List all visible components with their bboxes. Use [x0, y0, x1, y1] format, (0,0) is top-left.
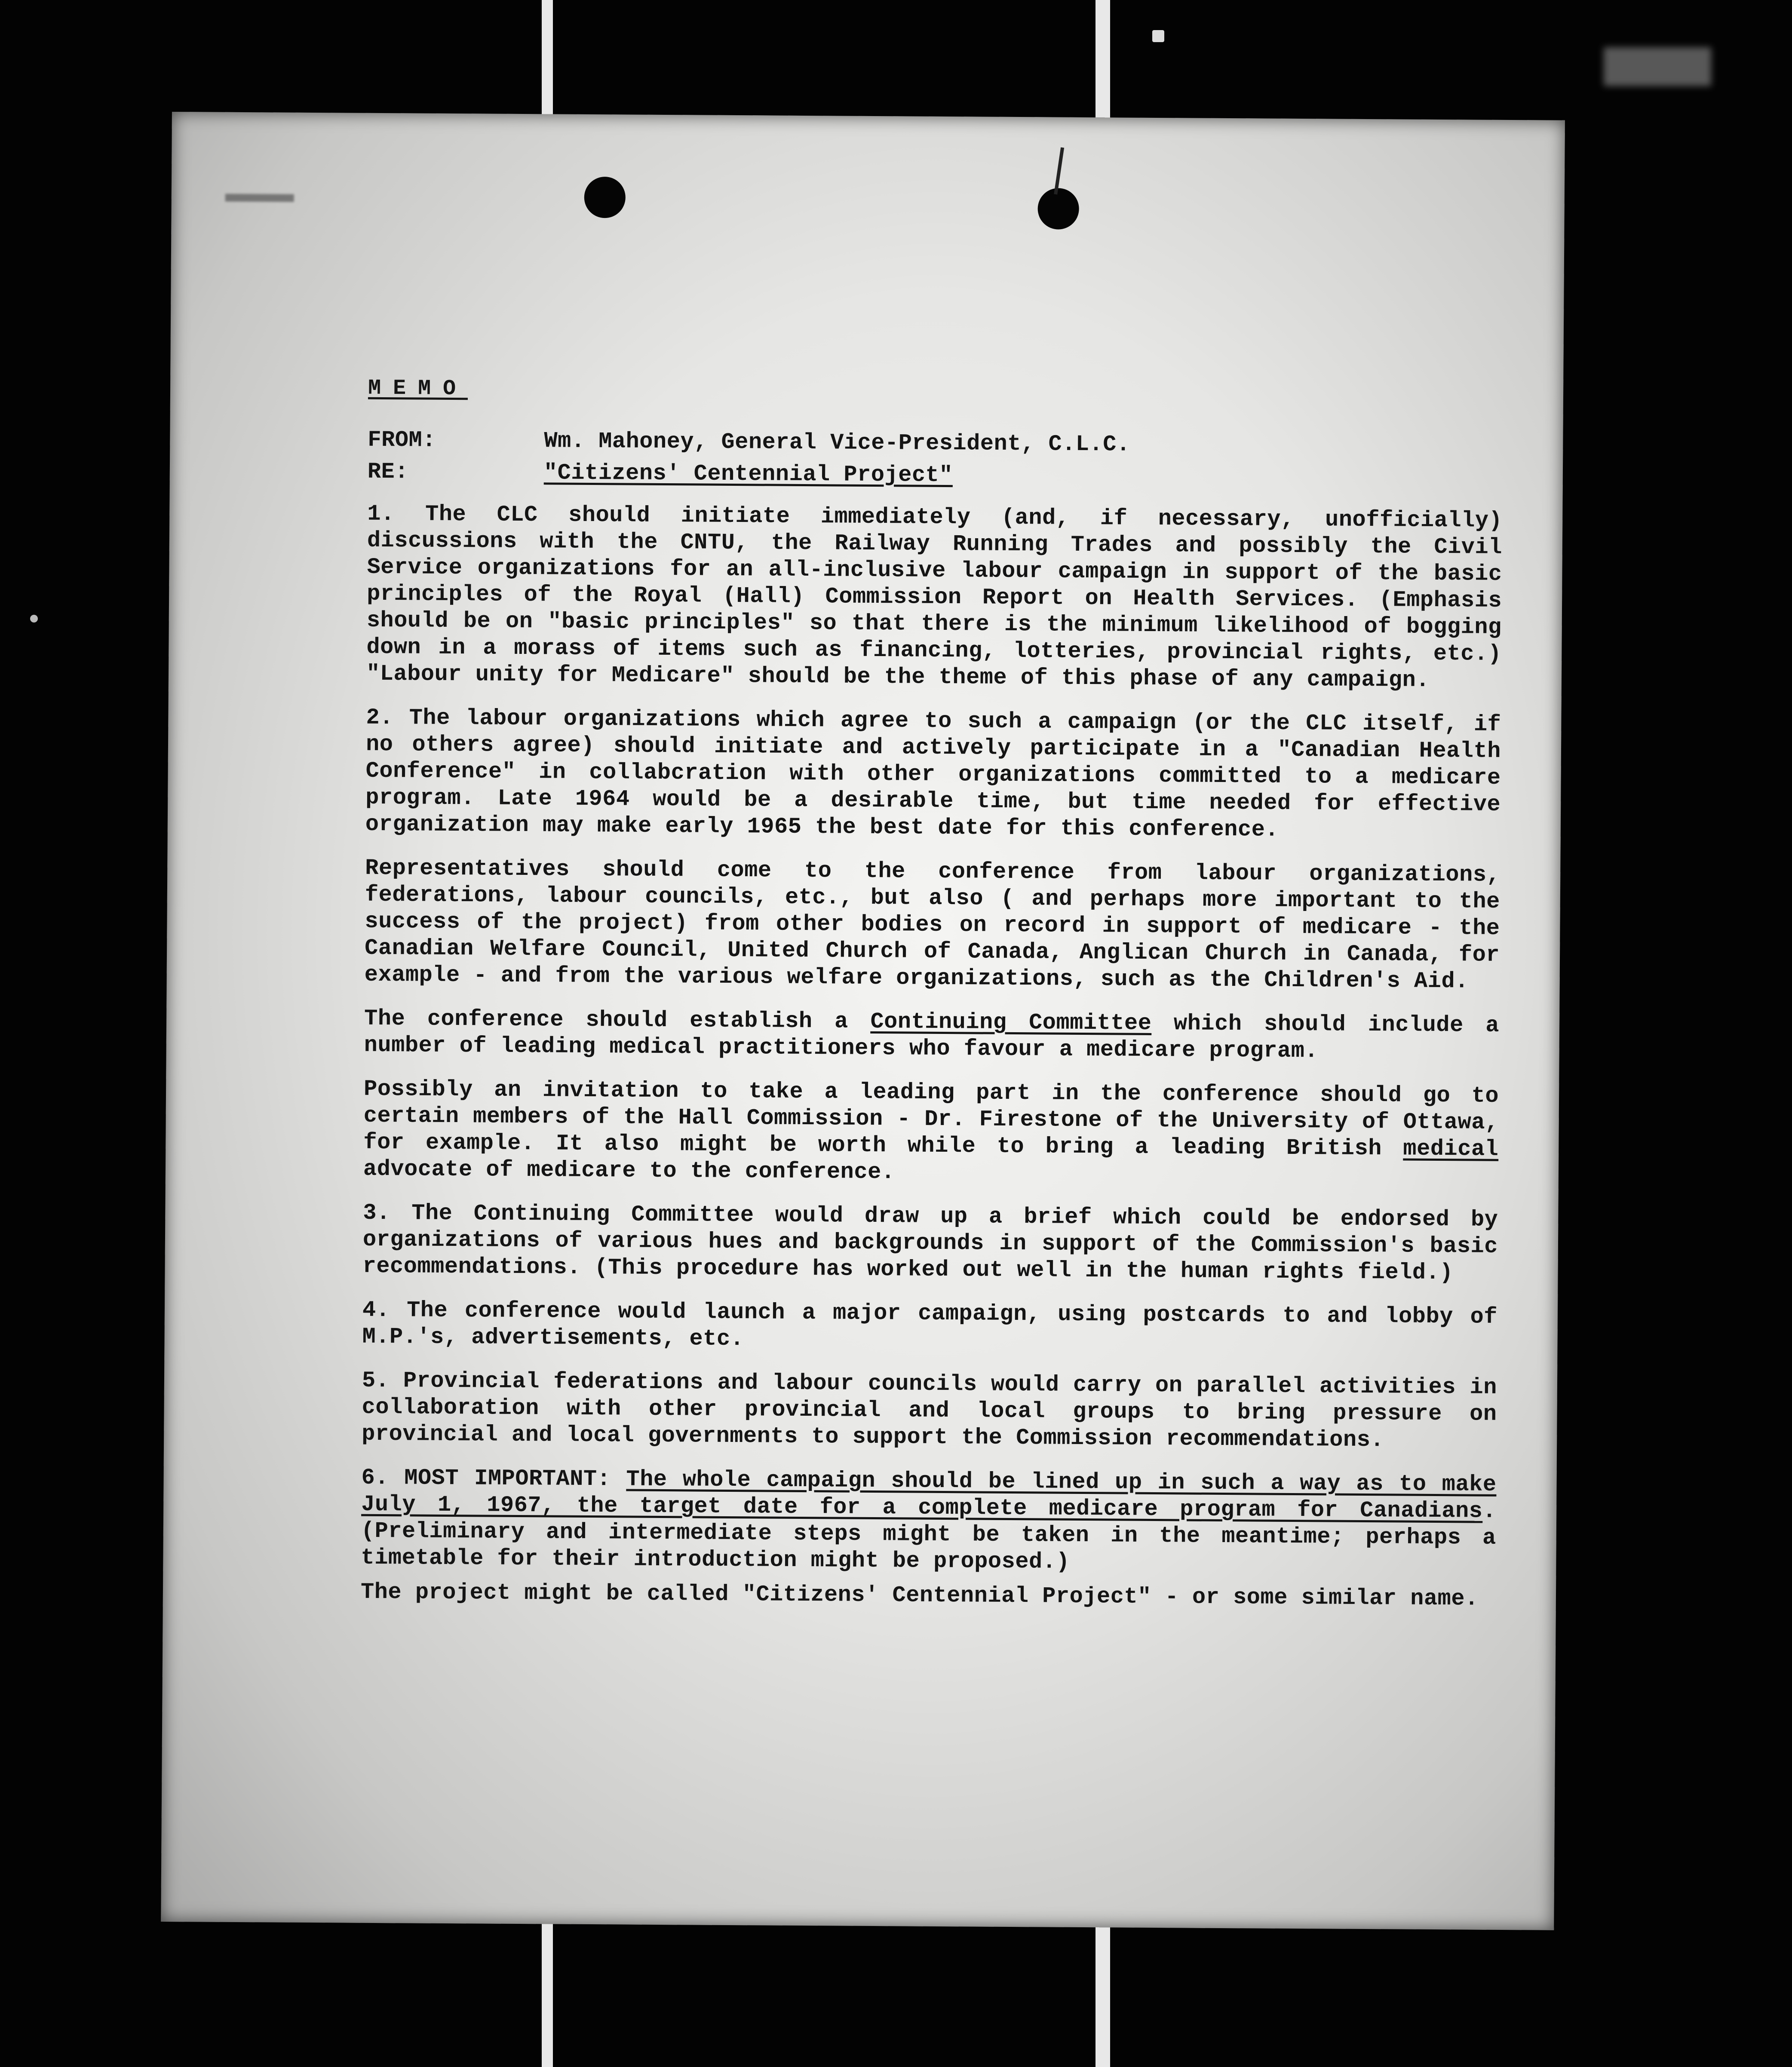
paragraph-9 — [361, 1465, 1496, 1578]
pencil-mark — [1054, 147, 1064, 195]
paragraph-9-text-end: . (Preliminary and intermediate steps might be taken in the meantime; perhaps a timetable for their introduction might be proposed.) — [361, 1498, 1497, 1575]
target-date-underlined: The whole campaign should be lined up in such a way as to make July 1, 1967, the target date for a complete medicare program for Canadians — [361, 1466, 1497, 1524]
paragraph-4-text: The conference should establish a — [364, 1006, 871, 1034]
punch-hole — [584, 177, 626, 218]
most-important-label: 6. MOST IMPORTANT: — [361, 1465, 626, 1492]
medical-underlined: medical — [1403, 1136, 1499, 1162]
memo-body — [361, 501, 1503, 1613]
film-mark — [1152, 30, 1164, 42]
paragraph-5-text: Possibly an invitation to take a leading part in the conference should go to certain members of the Hall Commission - Dr. Firestone of the University of Ottawa, for example. It also might be worth while to bring a leading British — [363, 1076, 1499, 1162]
paragraph-10: The project might be called "Citizens' Centennial Project" - or some similar name. — [360, 1579, 1479, 1612]
paragraph-8: 5. Provincial federations and labour councils would carry on parallel activities in collaboration with other provincial and local groups to bring pressure on provincial and local governments to support the Commission recommendations. — [362, 1368, 1497, 1453]
re-row — [368, 459, 1503, 492]
re-label: RE: — [367, 459, 409, 485]
film-smudge — [1604, 47, 1711, 86]
punch-hole — [1037, 188, 1079, 230]
memo-page — [161, 112, 1565, 1930]
continuing-committee-underlined: Continuing Committee — [870, 1009, 1152, 1036]
from-label: FROM: — [368, 427, 436, 453]
memo-content — [361, 375, 1504, 1630]
re-value: "Citizens' Centennial Project" — [543, 460, 953, 488]
paragraph-4 — [364, 1006, 1500, 1066]
paragraph-7: 4. The conference would launch a major campaign, using postcards to and lobby of M.P.'s, advertisements, etc. — [362, 1297, 1498, 1352]
paragraph-1: 1. The CLC should initiate immediately (and, if necessary, unofficially) discussions with the CNTU, the Railway Running Trades and possibly the Civil Service organizations for an all-inclusive labour campaign in support of the basic principles of the Royal (Hall) Commission Report on Health Services. (Emphasis should be on "basic principles" so that there is the minimum likelihood of bogging down in a morass of items such as financing, lotteries, provincial rights, etc.) "Labour unity for Medicare" should be the theme of this phase of any campaign. — [366, 501, 1503, 693]
paragraph-3: Representatives should come to the conference from labour organizations, federations, labour councils, etc., but also ( and perhaps more important to the success of the project) from other bodies on record in support of medicare - the Canadian Welfare Council, United Church of Canada, Anglican Church in Canada, for example - and from the various welfare organizations, such as the Children's Aid. — [364, 855, 1500, 994]
memo-title: MEMO — [368, 376, 468, 402]
paragraph-6: 3. The Continuing Committee would draw up a brief which could be endorsed by organizations of various hues and backgrounds in support of the Commission's basic recommendations. (This procedure has worked out well in the human rights field.) — [362, 1200, 1498, 1286]
film-speck — [30, 615, 38, 623]
from-row — [368, 427, 1503, 460]
from-value: Wm. Mahoney, General Vice-President, C.L.C. — [544, 428, 1130, 457]
paragraph-5 — [363, 1076, 1499, 1190]
paragraph-5-text-end: advocate of medicare to the conference. — [363, 1156, 895, 1185]
paragraph-2: 2. The labour organizations which agree to such a campaign (or the CLC itself, if no others agree) should initiate and actively participate in a "Canadian Health Conference" in collabcration with other organizations committed to a medicare program. Late 1964 would be a desirable time, but time needed for effective organization may make early 1965 the best date for this conference. — [365, 705, 1501, 843]
paragraph-4-text-end: which should include a number of leading medical practitioners who favour a medicare program. — [364, 1010, 1500, 1064]
edge-mark — [225, 194, 294, 202]
